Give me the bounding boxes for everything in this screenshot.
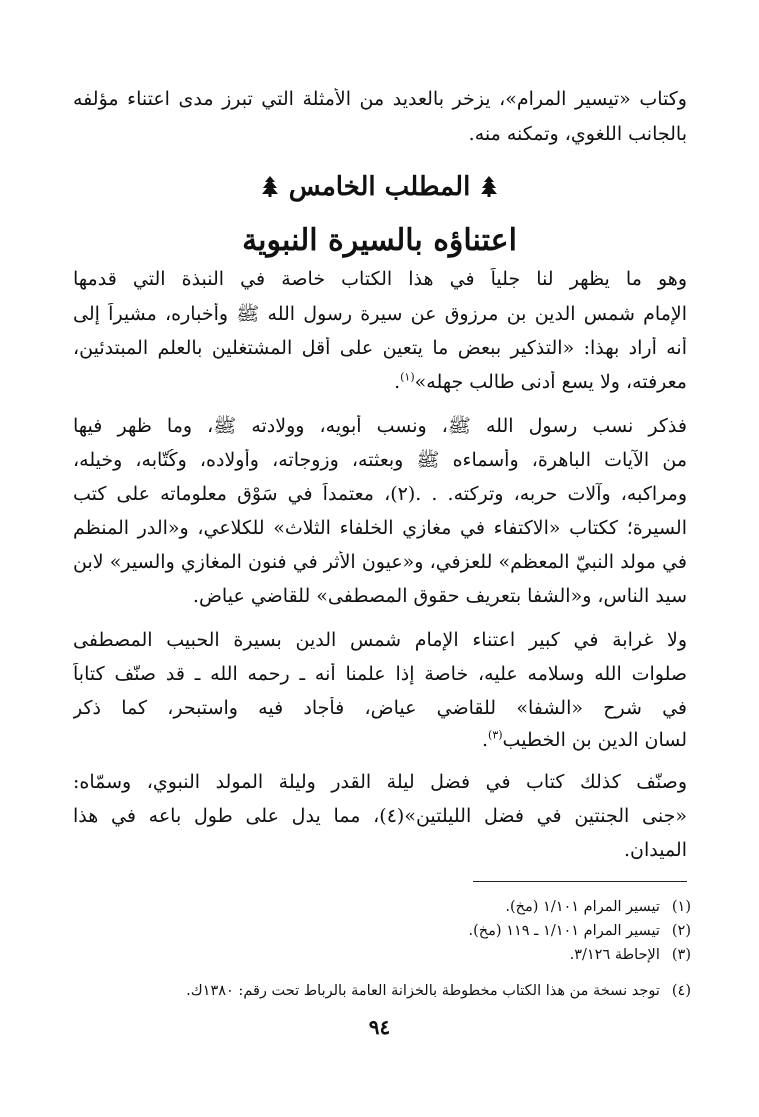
paragraph-1-line-4: [73, 371, 687, 393]
footnote-1-text: تيسير المرام ١/١٠١ (مخ).: [505, 899, 660, 915]
paragraph-1-line-3: أنه أراد بهذا: «التذكير ببعض ما يتعين على أقل المشتغلين بالعلم المبتدئين،: [73, 337, 687, 359]
paragraph-2-line-4: السيرة؛ ككتاب «الاكتفاء في مغازي الخلفاء الثلاث» للكلاعي، و«الدر المنظم: [73, 517, 687, 539]
footnote-4-number: (٤): [671, 983, 691, 999]
paragraph-3-line-4-text: لسان الدين بن الخطيب: [502, 729, 687, 751]
paragraph-4-line-3: الميدان.: [623, 839, 687, 861]
footnote-divider: [473, 881, 687, 882]
footnote-4-text: توجد نسخة من هذا الكتاب مخطوطة بالخزانة العامة بالرباط تحت رقم: ١٣٨٠ك.: [186, 983, 660, 999]
paragraph-1-line-2: الإمام شمس الدين بن مرزوق عن سيرة رسول الله ﷺ وأخباره، مشيراً إلى: [73, 303, 687, 325]
paragraph-2-line-1: فذكر نسب رسول الله ﷺ، ونسب أبويه، وولادته ﷺ، وما ظهر فيها: [73, 415, 687, 437]
footnote-ref-1: (١): [400, 371, 415, 384]
footnote-2: [469, 922, 691, 940]
paragraph-3-end-mark: .: [481, 729, 489, 751]
paragraph-2-line-3: ومراكبه، وآلات حربه، وتركته. . .(٢)، معتمداً في سَوْقِ معلوماته على كتب: [73, 483, 687, 505]
paragraph-2-line-2: من الآيات الباهرة، وأسماءه ﷺ وبعثته، وزوجاته، وأولاده، وكُتّابه، وخيله،: [73, 449, 687, 471]
paragraph-1-line-1: وهو ما يظهر لنا جلياً في هذا الكتاب خاصة في النبذة التي قدمها: [73, 268, 687, 290]
paragraph-3-line-2: صلوات الله وسلامه عليه، خاصة إذا علمنا أنه ـ رحمه الله ـ قد صنّف كتاباً: [73, 663, 687, 685]
footnote-1: [505, 898, 691, 916]
sub-heading-text: المطلب الخامس: [288, 172, 471, 202]
footnote-2-number: (٢): [671, 923, 691, 939]
intro-line-1: وكتاب «تيسير المرام»، يزخر بالعديد من الأمثلة التي تبرز مدى اعتناء مؤلفه: [73, 88, 687, 110]
page-number: ٩٤: [368, 1015, 391, 1039]
footnote-2-text: تيسير المرام ١/١٠١ ـ ١١٩ (مخ).: [468, 923, 660, 939]
paragraph-3-line-3: في شرح «الشفا» للقاضي عياض، فأجاد فيه واستبحر، كما ذكر: [73, 697, 687, 719]
paragraph-4-line-1: وصنّف كذلك كتاب في فضل ليلة القدر وليلة المولد النبوي، وسمّاه:: [73, 771, 687, 793]
footnote-1-number: (١): [671, 899, 691, 915]
paragraph-2-line-6: سيد الناس، و«الشفا بتعريف حقوق المصطفى» للقاضي عياض.: [192, 585, 687, 607]
footnote-3-text: الإحاطة ٣/١٢٦.: [569, 947, 660, 963]
tree-ornament-icon: [261, 175, 279, 197]
footnote-3-number: (٣): [671, 947, 691, 963]
paragraph-3-line-4: [73, 729, 687, 751]
paragraph-1-end-mark: .: [394, 371, 401, 393]
footnote-4: [186, 982, 691, 1000]
intro-line-2: بالجانب اللغوي، وتمكنه منه.: [468, 123, 687, 145]
sub-heading: [0, 170, 759, 204]
paragraph-3-line-1: ولا غرابة في كبير اعتناء الإمام شمس الدين بسيرة الحبيب المصطفى: [73, 629, 687, 651]
footnote-3: [570, 946, 691, 964]
footnote-ref-3: (٣): [488, 729, 503, 742]
paragraph-1-line-4-text: معرفته، ولا يسع أدنى طالب جهله»: [414, 371, 687, 393]
tree-ornament-icon: [480, 175, 498, 197]
paragraph-4-line-2: «جنى الجنتين في فضل الليلتين»(٤)، مما يدل على طول باعه في هذا: [73, 805, 687, 827]
paragraph-2-line-5: في مولد النبيّ المعظم» للعزفي، و«عيون الأثر في فنون المغازي والسير» لابن: [73, 551, 687, 573]
main-heading: اعتناؤه بالسيرة النبوية: [242, 223, 517, 258]
